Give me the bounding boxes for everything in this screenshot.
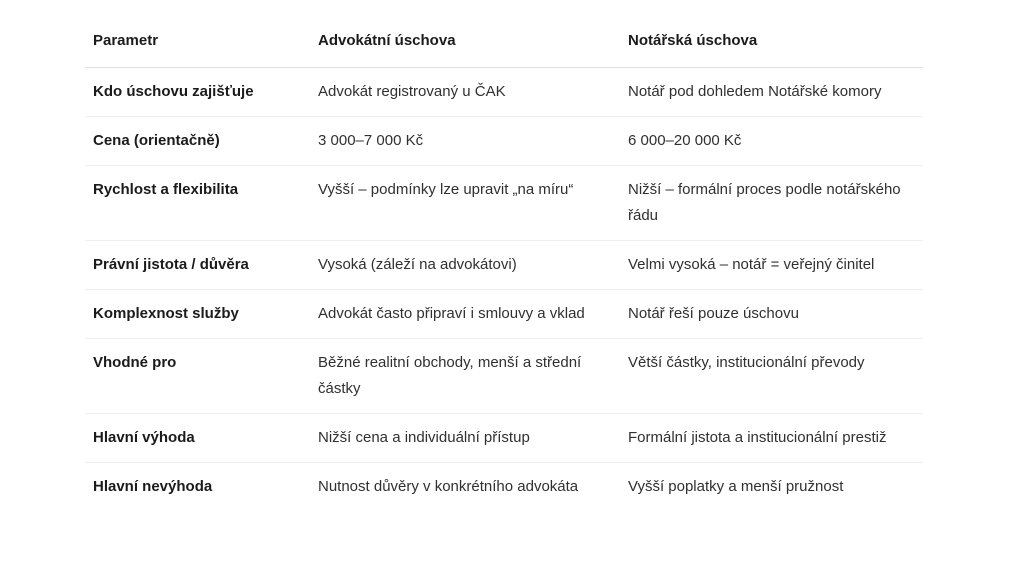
- table-row: [85, 117, 923, 166]
- row-param-label: Hlavní výhoda: [85, 414, 310, 463]
- row-advokatni-value: Advokát registrovaný u ČAK: [310, 68, 620, 117]
- row-advokatni-value: Advokát často připraví i smlouvy a vklad: [310, 290, 620, 339]
- row-notarska-value: Nižší – formální proces podle notářského řádu: [620, 166, 923, 241]
- row-advokatni-value: Nutnost důvěry v konkrétního advokáta: [318, 478, 579, 495]
- row-param-label: Vhodné pro: [85, 339, 310, 414]
- row-advokatni-value: Běžné realitní obchody, menší a střední částky: [310, 339, 620, 414]
- row-advokatni-value: Vysoká (záleží na advokátovi): [310, 241, 620, 290]
- row-notarska-value: Velmi vysoká – notář = veřejný činitel: [620, 241, 923, 290]
- row-notarska-value: Formální jistota a institucionální prestiž: [620, 414, 923, 463]
- column-header-parametr: Parametr: [85, 28, 310, 68]
- row-notarska-value: 6 000–20 000 Kč: [620, 117, 923, 166]
- row-param-label: Hlavní nevýhoda: [93, 478, 213, 495]
- table-row: [85, 290, 923, 339]
- row-param-label: Právní jistota / důvěra: [85, 241, 310, 290]
- row-notarska-value: Notář pod dohledem Notářské komory: [620, 68, 923, 117]
- row-param-label: Komplexnost služby: [85, 290, 310, 339]
- escrow-comparison-section: [85, 28, 923, 511]
- column-header-advokatni-uschova: Advokátní úschova: [310, 28, 620, 68]
- row-notarska-value: Notář řeší pouze úschovu: [620, 290, 923, 339]
- row-param-label: Cena (orientačně): [85, 117, 310, 166]
- row-notarska-value: Vyšší poplatky a menší pružnost: [628, 478, 844, 495]
- table-row: [85, 241, 923, 290]
- row-advokatni-value: Nižší cena a individuální přístup: [310, 414, 620, 463]
- column-header-notarska-uschova: Notářská úschova: [620, 28, 923, 68]
- row-advokatni-value: 3 000–7 000 Kč: [310, 117, 620, 166]
- row-param-label: Rychlost a flexibilita: [85, 166, 310, 241]
- row-notarska-value: Větší částky, institucionální převody: [620, 339, 923, 414]
- table-row: [85, 166, 923, 241]
- escrow-comparison-table: [85, 28, 923, 511]
- table-row: [85, 68, 923, 117]
- table-row: [85, 414, 923, 463]
- row-advokatni-value: Vyšší – podmínky lze upravit „na míru“: [310, 166, 620, 241]
- table-row: [85, 463, 923, 512]
- table-row: [85, 339, 923, 414]
- table-header-row: [85, 28, 923, 68]
- row-param-label: Kdo úschovu zajišťuje: [85, 68, 310, 117]
